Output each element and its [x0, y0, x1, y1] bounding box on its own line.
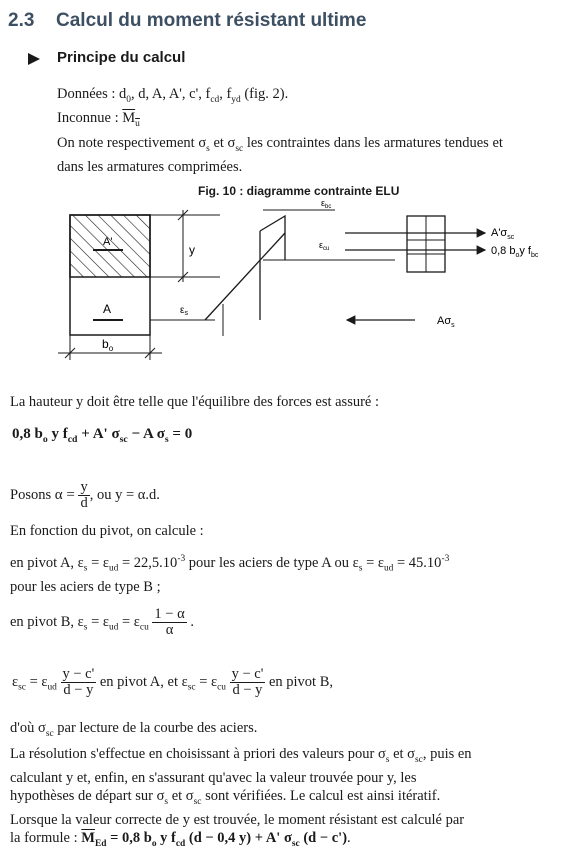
label-y: y — [189, 243, 195, 257]
equilibrium-text: La hauteur y doit être telle que l'équilibre des forces est assuré : — [10, 394, 379, 410]
label-a: A — [103, 302, 112, 316]
subsection-title: Principe du calcul — [57, 49, 186, 66]
eps-sc-line: $\varepsilon_{sc} = \varepsilon_{ud}$ $\frac{y - c'}{d - y}$ en pivot A, et $\varepsilon_{sc} = \varepsilon_{cu}$ $\frac{y - c'}{d - y}$ en pivot B, — [12, 666, 334, 698]
label-b0: $b_o$ — [102, 337, 114, 353]
pivot-a-line: en pivot A, $\varepsilon_s = \varepsilon_{ud} = 22,5.10^{-3}$ pour les aciers de type A ou $\varepsilon_s = \varepsilon_{ud} = 45.10^{-3}$ pour les aciers de type B ; — [10, 554, 450, 595]
dou-line: d'où $\sigma_{sc}$ par lecture de la courbe des aciers. — [10, 720, 258, 739]
label-force-tension: $A\sigma_s$ — [437, 315, 455, 329]
stress-diagram — [55, 198, 555, 368]
label-eps-bc: $\varepsilon_{bc}$ — [321, 198, 332, 210]
label-eps-s: $\varepsilon_s$ — [180, 305, 188, 317]
posons-label: Posons — [10, 486, 52, 503]
label-force-concrete: 0,8 $b_oy$ $f_{bc}$ — [491, 245, 539, 259]
figure-caption: Fig. 10 : diagramme contrainte ELU — [198, 184, 400, 198]
inconnue-line — [57, 109, 140, 133]
inconnue-symbol: $M_u$ — [122, 110, 140, 129]
inconnue-label: Inconnue : — [57, 110, 119, 126]
label-a-prime: A' — [103, 236, 113, 248]
pivot-b-line: en pivot B, $\varepsilon_s = \varepsilon_{ud} = \varepsilon_{cu}$ $\frac{1 - \alpha}{\alpha}$ . — [10, 606, 194, 638]
pivot-intro: En fonction du pivot, on calcule : — [10, 523, 204, 539]
label-force-a-prime: $A'\sigma_{sc}$ — [491, 227, 515, 241]
posons-line: Posons α = $\frac{y}{d}$ , ou y = α.d. — [10, 479, 160, 511]
posons-tail: , ou y = α.d. — [89, 486, 160, 503]
section-number: 2.3 — [8, 10, 35, 31]
donnees-line: Données : $d_0$, d, A, A', c', $f_{cd}$, $f_{yd}$ (fig. 2). — [57, 86, 289, 105]
bullet-arrow-icon — [28, 53, 40, 65]
label-eps-cu: $\varepsilon_{cu}$ — [319, 240, 330, 252]
note-paragraph: On note respectivement $\sigma_s$ et $\sigma_{sc}$ les contraintes dans les armatures tendues et dans les armatures comprimées. — [57, 135, 503, 175]
donnees-label: Données : — [57, 86, 116, 102]
final-paragraph: La résolution s'effectue en choisissant à priori des valeurs pour $\sigma_s$ et $\sigma_{sc}$, puis en calculant y et, enfin, en s'assurant qu'avec la valeur trouvée pour y, les hypothèses de départ sur $\sigma_s$ et $\sigma_{sc}$ sont vérifiées. Le calcul est ainsi itératif. Lorsque la valeur correcte de y est trouvée, le moment résistant est calculé par la formule : $\overline{M}_{Ed} = 0,8$ $b_o$ y $f_{cd}$ (d − 0,4 y) + A' $\sigma_{sc}$ (d − c'). — [10, 746, 472, 849]
equilibrium-equation: 0,8 $b_o$ y $f_{cd} + A'$ $\sigma_{sc} - A$ $\sigma_s = 0$ — [12, 426, 193, 445]
section-title: Calcul du moment résistant ultime — [56, 10, 367, 31]
